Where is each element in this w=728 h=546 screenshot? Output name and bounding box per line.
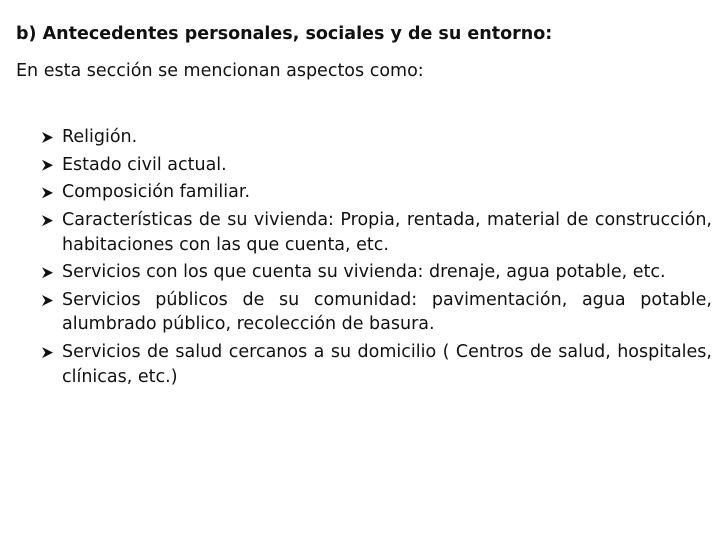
list-item-composicion-familiar — [42, 180, 712, 205]
bullet-text: Religión. — [62, 127, 138, 147]
bullet-text: Estado civil actual. — [62, 154, 227, 175]
bullet-text: Servicios de salud cercanos a su domicilio ( Centros de salud, hospitales, clínicas, etc.) — [62, 342, 712, 387]
list-item-servicios-publicos — [42, 288, 712, 337]
arrowhead-bullet-icon — [42, 295, 53, 306]
bullet-text: Composición familiar. — [62, 182, 251, 203]
bullet-text: Servicios con los que cuenta su vivienda: drenaje, agua potable, etc. — [62, 262, 666, 283]
list-item-vivienda — [42, 208, 712, 257]
arrowhead-bullet-icon — [42, 267, 53, 278]
arrowhead-bullet-icon — [42, 187, 53, 198]
arrowhead-bullet-icon — [42, 132, 53, 143]
section-intro: En esta sección se mencionan aspectos como: — [16, 61, 424, 81]
list-item-servicios-salud — [42, 340, 712, 389]
list-item-servicios-vivienda — [42, 260, 712, 285]
bullet-text: Servicios públicos de su comunidad: pavimentación, agua potable, alumbrado público, recolección de basura. — [62, 289, 712, 335]
bullet-text: Características de su vivienda: Propia, rentada, material de construcción, habitaciones con las que cuenta, etc. — [62, 210, 712, 255]
arrowhead-bullet-icon — [42, 215, 53, 226]
bullet-list — [42, 125, 712, 392]
section-heading: b) Antecedentes personales, sociales y de su entorno: — [16, 24, 553, 44]
list-item-estado-civil — [42, 153, 712, 178]
arrowhead-bullet-icon — [42, 160, 53, 171]
arrowhead-bullet-icon — [42, 347, 53, 358]
list-item-religion — [42, 125, 712, 150]
